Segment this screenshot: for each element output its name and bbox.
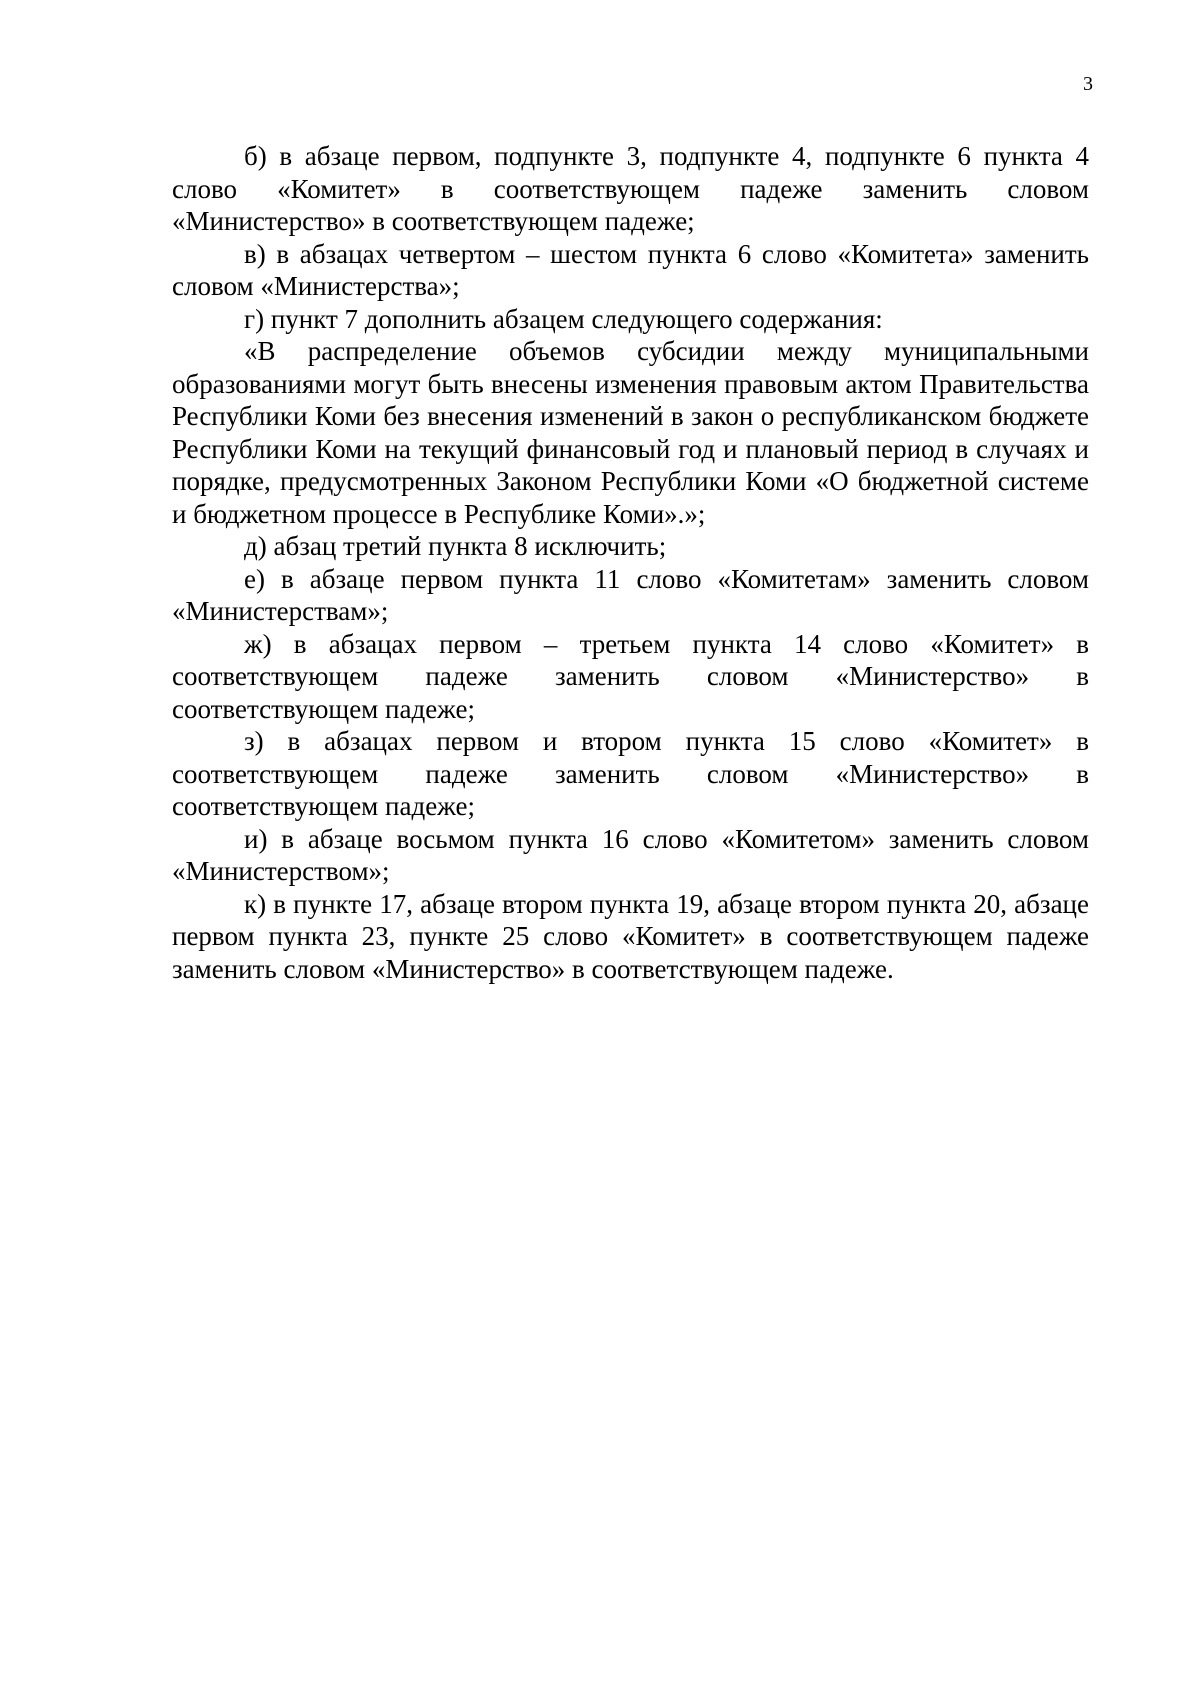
paragraph-g: г) пункт 7 дополнить абзацем следующего содержания: <box>244 303 883 334</box>
paragraph-z: з) в абзацах первом и втором пункта 15 слово «Комитет» в соответствующем падеже заменить словом «Министерство» в соответствующем падеже; <box>172 726 1089 821</box>
paragraph-quoted-amendment: «В распределение объемов субсидии между муниципальными образованиями могут быть внесены изменения правовым актом Правительства Республики Коми без внесения изменений в закон о республиканском бюджете Республики Коми на текущий финансовый год и плановый период в случаях и порядке, предусмотренных Законом Республики Коми «О бюджетной системе и бюджетном процессе в Республике Коми».»; <box>172 336 1089 529</box>
paragraph-i: и) в абзаце восьмом пункта 16 слово «Комитетом» заменить словом «Министерством»; <box>172 823 1089 886</box>
paragraph-v: в) в абзацах четвертом – шестом пункта 6 слово «Комитета» заменить словом «Министерства»; <box>172 238 1089 301</box>
paragraph-d: д) абзац третий пункта 8 исключить; <box>244 531 667 561</box>
paragraph-k: к) в пункте 17, абзаце втором пункта 19, абзаце втором пункта 20, абзаце первом пункта 23, пункте 25 слово «Комитет» в соответствующем падеже заменить словом «Министерство» в соответствующем падеже. <box>172 888 1089 984</box>
body-text <box>172 140 1089 985</box>
paragraph-b: б) в абзаце первом, подпункте 3, подпункте 4, подпункте 6 пункта 4 слово «Комитет» в соответствующем падеже заменить словом «Министерство» в соответствующем падеже; <box>172 141 1089 236</box>
paragraph-e: е) в абзаце первом пункта 11 слово «Комитетам» заменить словом «Министерствам»; <box>172 563 1089 626</box>
page-number: 3 <box>1083 73 1093 95</box>
paragraph-zh: ж) в абзацах первом – третьем пункта 14 слово «Комитет» в соответствующем падеже заменить словом «Министерство» в соответствующем падеже; <box>172 628 1089 724</box>
